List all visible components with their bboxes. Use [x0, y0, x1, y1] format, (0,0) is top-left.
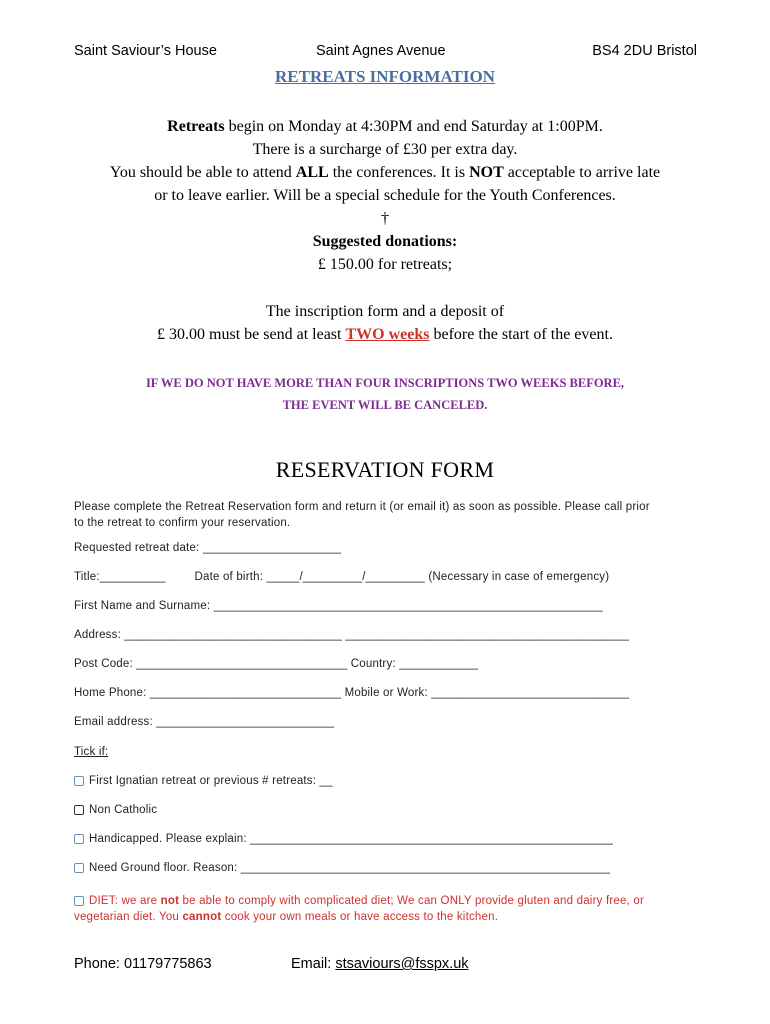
- tick-if-text: Tick if:: [74, 746, 109, 758]
- diet-text-3: vegetarian diet. You: [74, 911, 183, 923]
- donations-value: £ 150.00 for retreats;: [317, 256, 453, 273]
- header-address-street: Saint Agnes Avenue: [316, 43, 446, 59]
- diet-text: DIET: we are: [89, 895, 161, 907]
- deposit-info: [0, 300, 770, 346]
- tick-first-retreat[interactable]: [74, 775, 704, 787]
- tick-ground-floor-label: Need Ground floor. Reason: ________________________________________________________: [89, 862, 611, 874]
- checkbox-icon[interactable]: [74, 863, 84, 873]
- inscription-text: The inscription form and a deposit of: [265, 303, 505, 320]
- warning-line-1: IF WE DO NOT HAVE MORE THAN FOUR INSCRIPTIONS TWO WEEKS BEFORE,: [145, 376, 625, 390]
- attend-not: NOT: [469, 164, 504, 181]
- deposit-text: £ 30.00 must be send at least: [157, 326, 346, 343]
- donations-label: Suggested donations:: [312, 233, 458, 250]
- reservation-form-title: RESERVATION FORM: [275, 457, 495, 482]
- requested-date-field[interactable]: Requested retreat date: _____________________: [74, 542, 342, 554]
- tick-non-catholic[interactable]: [74, 804, 704, 816]
- checkbox-icon[interactable]: [74, 776, 84, 786]
- tick-handicapped-label: Handicapped. Please explain: _______________________________________________________: [89, 833, 613, 845]
- retreats-title: RETREATS INFORMATION: [275, 67, 495, 86]
- tick-first-retreat-label: First Ignatian retreat or previous # retreats: __: [89, 775, 333, 787]
- footer-email-label: Email:: [291, 956, 336, 972]
- attend-all: ALL: [295, 164, 329, 181]
- header-address-house: Saint Saviour’s House: [74, 43, 217, 59]
- tick-if-label: [74, 746, 704, 758]
- tick-ground-floor[interactable]: [74, 862, 704, 874]
- footer-email: [291, 956, 469, 972]
- warning-line-2: THE EVENT WILL BE CANCELED.: [282, 398, 488, 412]
- youth-schedule-text: or to leave earlier. Will be a special schedule for the Youth Conferences.: [154, 187, 616, 204]
- title-field[interactable]: Title:__________: [74, 571, 166, 583]
- attend-text-3: acceptable to arrive late: [503, 164, 661, 181]
- phone-field[interactable]: Home Phone: _____________________________ Mobile or Work: ______________________________: [74, 687, 630, 699]
- intro-line-1: Please complete the Retreat Reservation form and return it (or email it) as soon as possible. Please call prior: [74, 501, 650, 513]
- postcode-country-field[interactable]: Post Code: ________________________________ Country: ____________: [74, 658, 479, 670]
- header-address-city: BS4 2DU Bristol: [592, 43, 697, 59]
- email-field[interactable]: Email address: ___________________________: [74, 716, 335, 728]
- surcharge-text: There is a surcharge of £30 per extra day.: [252, 141, 518, 158]
- diet-not: not: [160, 895, 180, 907]
- checkbox-icon[interactable]: [74, 805, 84, 815]
- diet-text-2: be able to comply with complicated diet; We can ONLY provide gluten and dairy free, or: [179, 895, 644, 907]
- dob-field[interactable]: Date of birth: _____/_________/_________ (Necessary in case of emergency): [194, 571, 610, 583]
- schedule-text: begin on Monday at 4:30PM and end Saturday at 1:00PM.: [224, 118, 603, 135]
- intro-line-2: to the retreat to confirm your reservation.: [74, 517, 291, 529]
- checkbox-icon[interactable]: [74, 896, 84, 906]
- name-field[interactable]: First Name and Surname: ___________________________________________________________: [74, 600, 603, 612]
- form-intro: [74, 499, 704, 531]
- title-dob-row: [74, 571, 704, 583]
- retreats-bold: Retreats: [167, 118, 225, 135]
- diet-cannot: cannot: [182, 911, 222, 923]
- diet-notice[interactable]: [74, 893, 704, 925]
- tick-non-catholic-label: Non Catholic: [89, 804, 158, 816]
- attend-text-2: the conferences. It is: [328, 164, 470, 181]
- checkbox-icon[interactable]: [74, 834, 84, 844]
- email-link[interactable]: stsaviours@fsspx.uk: [335, 956, 469, 972]
- footer-phone: Phone: 01179775863: [74, 956, 212, 972]
- dagger-glyph: †: [381, 210, 389, 227]
- two-weeks-highlight: TWO weeks: [345, 326, 430, 343]
- retreats-info: [0, 115, 770, 276]
- attend-text: You should be able to attend: [109, 164, 296, 181]
- cancellation-warning: [0, 372, 770, 416]
- tick-handicapped[interactable]: [74, 833, 704, 845]
- diet-text-4: cook your own meals or have access to the kitchen.: [221, 911, 499, 923]
- deposit-text-2: before the start of the event.: [429, 326, 613, 343]
- address-field[interactable]: Address: _________________________________ ___________________________________________: [74, 629, 630, 641]
